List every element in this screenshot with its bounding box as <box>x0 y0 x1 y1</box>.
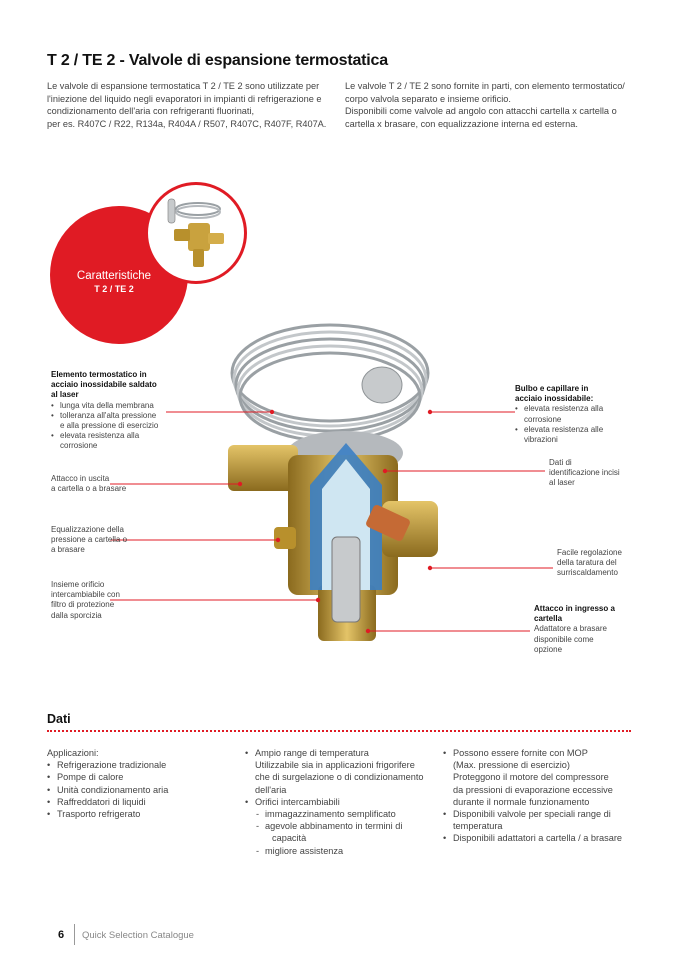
data-column-applications: Applicazioni: • Refrigerazione tradizionale • Pompe di calore • Unità condizionamento aria • Raffreddatori di liquidi • Trasporto refrigerato <box>47 747 232 820</box>
list-item: • Trasporto refrigerato <box>47 808 232 820</box>
list-item: - immagazzinamento semplificato <box>245 808 435 820</box>
valve-thumbnail <box>145 182 247 284</box>
page-number: 6 <box>58 929 65 941</box>
callout-laser-data: Dati di identificazione incisi al laser <box>549 458 620 488</box>
list-item: • Refrigerazione tradizionale <box>47 759 232 771</box>
list-item: • elevata resistenza alle vibrazioni <box>515 425 635 445</box>
list-item: • Possono essere fornite con MOP <box>443 747 638 759</box>
callout-bulb: Bulbo e capillare in acciaio inossidabile: • elevata resistenza alla corrosione • elevata resistenza alle vibrazioni <box>515 384 635 445</box>
section-divider <box>47 730 631 732</box>
valve-illustration <box>200 305 470 665</box>
section-title: Dati <box>47 712 71 726</box>
callout-inlet: Attacco in ingresso a cartella Adattatore a brasare disponibile come opzione <box>534 604 615 654</box>
callout-outlet: Attacco in uscita a cartella o a brasare <box>51 474 127 494</box>
footer-catalogue-name: Quick Selection Catalogue <box>82 930 194 941</box>
list-item: • Disponibili valvole per speciali range di <box>443 808 638 820</box>
data-column-range: • Ampio range di temperatura Utilizzabile sia in applicazioni frigorifere che di surgelazione o di condizionamento dell'aria • Orifici intercambiabili - immagazzinamento semplificato - agevole abbinamento in termini di capacità - migliore assistenza <box>245 747 435 857</box>
callout-thermostatic-element: Elemento termostatico in acciaio inossidabile saldato al laser • lunga vita della membrana • tolleranza all'alta pressione e alla pressione di esercizio • elevata resistenza alla corrosione <box>51 370 171 452</box>
list-item: • Pompe di calore <box>47 771 232 783</box>
list-item: - migliore assistenza <box>245 845 435 857</box>
badge-title: Caratteristiche <box>76 270 152 282</box>
list-item: • Ampio range di temperatura <box>245 747 435 759</box>
badge-subtitle: T 2 / TE 2 <box>94 284 134 294</box>
list-item: • Disponibili adattatori a cartella / a brasare <box>443 832 638 844</box>
callout-adjustment: Facile regolazione della taratura del surriscaldamento <box>557 548 622 578</box>
data-column-mop: • Possono essere fornite con MOP (Max. pressione di esercizio) Proteggono il motore del compressore da pressioni di evaporazione eccessive durante il normale funzionamento • Disponibili valvole per speciali range di temperatura • Disponibili adattatori a cartella / a brasare <box>443 747 638 845</box>
list-item: • lunga vita della membrana <box>51 401 171 411</box>
intro-right: Le valvole T 2 / TE 2 sono fornite in parti, con elemento termostatico/ corpo valvola separato e insieme orificio. Disponibili come valvole ad angolo con attacchi cartella x cartella o cartella x brasare, con equalizzazione interna ed esterna. <box>345 81 625 129</box>
list-item: - agevole abbinamento in termini di <box>245 820 435 832</box>
list-item: • Orifici intercambiabili <box>245 796 435 808</box>
list-item: • Raffreddatori di liquidi <box>47 796 232 808</box>
valve-thumbnail-image <box>148 185 244 281</box>
list-item: • elevata resistenza alla corrosione <box>51 431 171 451</box>
list-item: • tolleranza all'alta pressione e alla pressione di esercizio <box>51 411 171 431</box>
list-item: • elevata resistenza alla corrosione <box>515 404 635 424</box>
list-item: • Unità condizionamento aria <box>47 784 232 796</box>
callout-orifice: Insieme orificio intercambiabile con filtro di protezione dalla sporcizia <box>51 580 120 620</box>
footer-divider <box>74 924 75 945</box>
callout-equalization: Equalizzazione della pressione a cartella o a brasare <box>51 525 128 555</box>
page-title: T 2 / TE 2 - Valvole di espansione termostatica <box>47 52 388 69</box>
intro-left: Le valvole di espansione termostatica T 2 / TE 2 sono utilizzate per l'iniezione del liquido negli evaporatori in impianti di refrigerazione e condizionamento dell'aria con refrigeranti fluorinati, per es. R407C / R22, R134a, R404A / R507, R407C, R407F, R407A. <box>47 81 327 129</box>
